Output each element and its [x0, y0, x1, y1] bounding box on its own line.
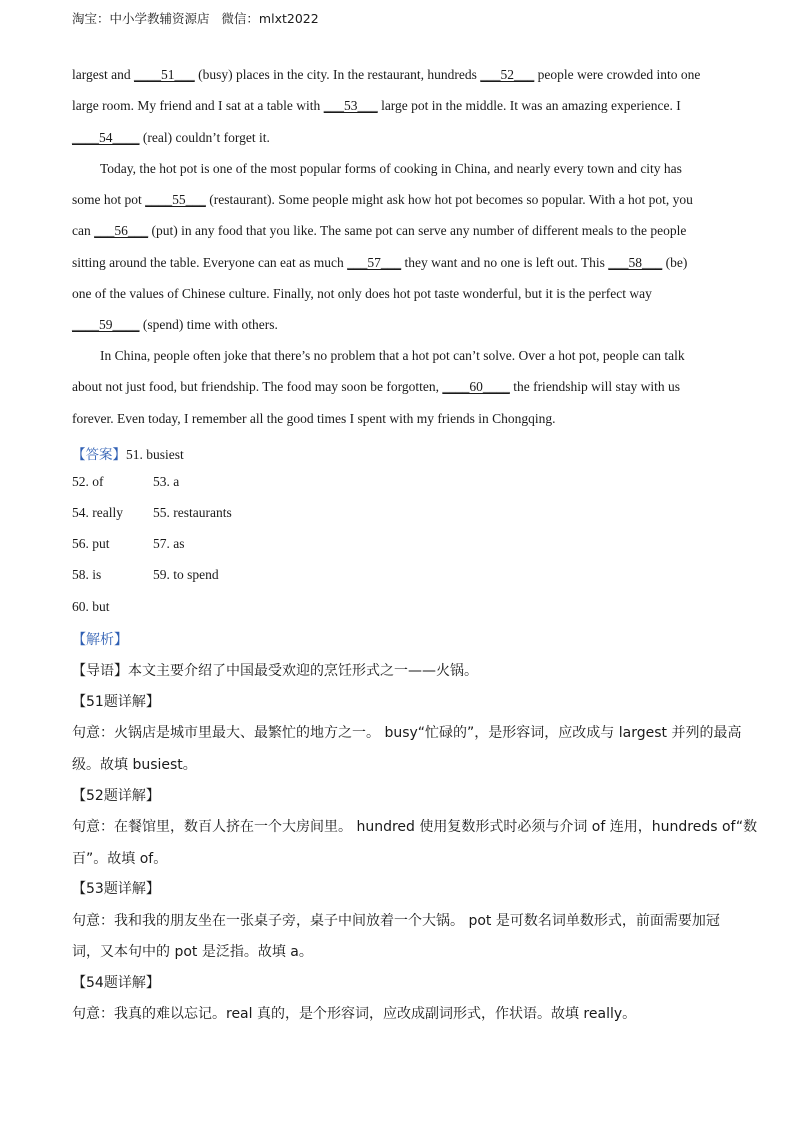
blank-number: ____60____ [442, 379, 510, 394]
blank-number: ___56___ [94, 223, 149, 238]
answer-item: 56. put [72, 536, 110, 551]
passage-text: (real) couldn’t forget it. [139, 130, 270, 145]
passage-text: one of the values of Chinese culture. Finally, not only does hot pot taste wonderful, but it is the perfect way [72, 286, 652, 301]
guide-text: 【导语】本文主要介绍了中国最受欢迎的烹饪形式之一——火锅。 [72, 663, 478, 679]
passage-text: some hot pot [72, 192, 146, 207]
blank-number: ___52___ [480, 67, 535, 82]
explanation-title: 【53题详解】 [72, 881, 160, 897]
blank-number: ___57___ [347, 255, 402, 270]
passage-line [72, 411, 722, 427]
passage-text: about not just food, but friendship. The food may soon be forgotten, [72, 379, 443, 394]
passage-text: (spend) time with others. [139, 317, 278, 332]
answer-row [72, 474, 180, 490]
answer-item: 53. a [153, 474, 180, 489]
passage-text: sitting around the table. Everyone can eat as much [72, 255, 348, 270]
explanation-text: 句意：我和我的朋友坐在一张桌子旁，桌子中间放着一个大锅。 pot 是可数名词单数形式，前面需要加冠 [72, 913, 720, 929]
explanation-text: 百”。故填 of。 [72, 851, 168, 867]
passage-line [72, 98, 722, 114]
answer-item: 60. but [72, 599, 110, 614]
passage-text: the friendship will stay with us [509, 379, 681, 394]
explanation-text: 词，又本句中的 pot 是泛指。故填 a。 [72, 944, 313, 960]
answer-row [72, 536, 185, 552]
passage-line [100, 348, 750, 364]
answer-row [72, 505, 232, 521]
explanation-text: 句意：火锅店是城市里最大、最繁忙的地方之一。 busy“忙碌的”，是形容词，应改成与 largest 并列的最高 [72, 725, 742, 741]
passage-text: In China, people often joke that there’s no problem that a hot pot can’t solve. Over a hot pot, people can talk [100, 348, 685, 363]
passage-text: (busy) places in the city. In the restaurant, hundreds [194, 67, 481, 82]
passage-line [72, 317, 722, 333]
passage-line [72, 379, 722, 395]
page-header: 淘宝：中小学教辅资源店 微信：mlxt2022 [72, 11, 319, 26]
blank-number: ___58___ [608, 255, 663, 270]
answer-row [72, 567, 219, 583]
explanation-title: 【54题详解】 [72, 975, 160, 991]
answer-item: 52. of [72, 474, 104, 489]
passage-text: forever. Even today, I remember all the good times I spent with my friends in Chongqing. [72, 411, 556, 426]
answer-item: 59. to spend [153, 567, 219, 582]
analysis-label: 【解析】 [72, 632, 128, 648]
passage-text: they want and no one is left out. This [401, 255, 609, 270]
passage-text: (restaurant). Some people might ask how hot pot becomes so popular. With a hot pot, you [205, 192, 693, 207]
explanation-title: 【51题详解】 [72, 694, 160, 710]
passage-line [72, 286, 722, 302]
answer-label: 【答案】 [72, 447, 126, 462]
passage-text: largest and [72, 67, 134, 82]
blank-number: ____55___ [145, 192, 206, 207]
answer-row [72, 599, 110, 615]
passage-line [72, 67, 722, 83]
answer-item: 57. as [153, 536, 185, 551]
passage-text: large room. My friend and I sat at a table with [72, 98, 324, 113]
passage-line [100, 161, 750, 177]
passage-text: large pot in the middle. It was an amazing experience. I [377, 98, 681, 113]
answer-item: 58. is [72, 567, 102, 582]
explanation-text: 句意：我真的难以忘记。real 真的，是个形容词，应改成副词形式，作状语。故填 really。 [72, 1006, 637, 1022]
passage-line [72, 255, 722, 271]
answer-item: 55. restaurants [153, 505, 232, 520]
explanation-text: 句意：在餐馆里，数百人挤在一个大房间里。 hundred 使用复数形式时必须与介词 of 连用，hundreds of“数 [72, 819, 758, 835]
passage-text: can [72, 223, 95, 238]
explanation-title: 【52题详解】 [72, 788, 160, 804]
blank-number: ____59____ [72, 317, 140, 332]
passage-text: (put) in any food that you like. The same pot can serve any number of different meals to the people [148, 223, 687, 238]
passage-line [72, 192, 722, 208]
passage-line [72, 130, 722, 146]
blank-number: ___53___ [323, 98, 378, 113]
passage-text: Today, the hot pot is one of the most popular forms of cooking in China, and nearly every town and city has [100, 161, 682, 176]
explanation-text: 级。故填 busiest。 [72, 757, 197, 773]
blank-number: ____51___ [133, 67, 195, 82]
passage-line [72, 223, 722, 239]
answer-item: 54. really [72, 505, 123, 520]
passage-text: people were crowded into one [534, 67, 701, 82]
blank-number: ____54____ [72, 130, 140, 145]
passage-text: (be) [662, 255, 688, 270]
answer-item: 51. busiest [126, 447, 184, 462]
answer-first-row [72, 443, 184, 463]
